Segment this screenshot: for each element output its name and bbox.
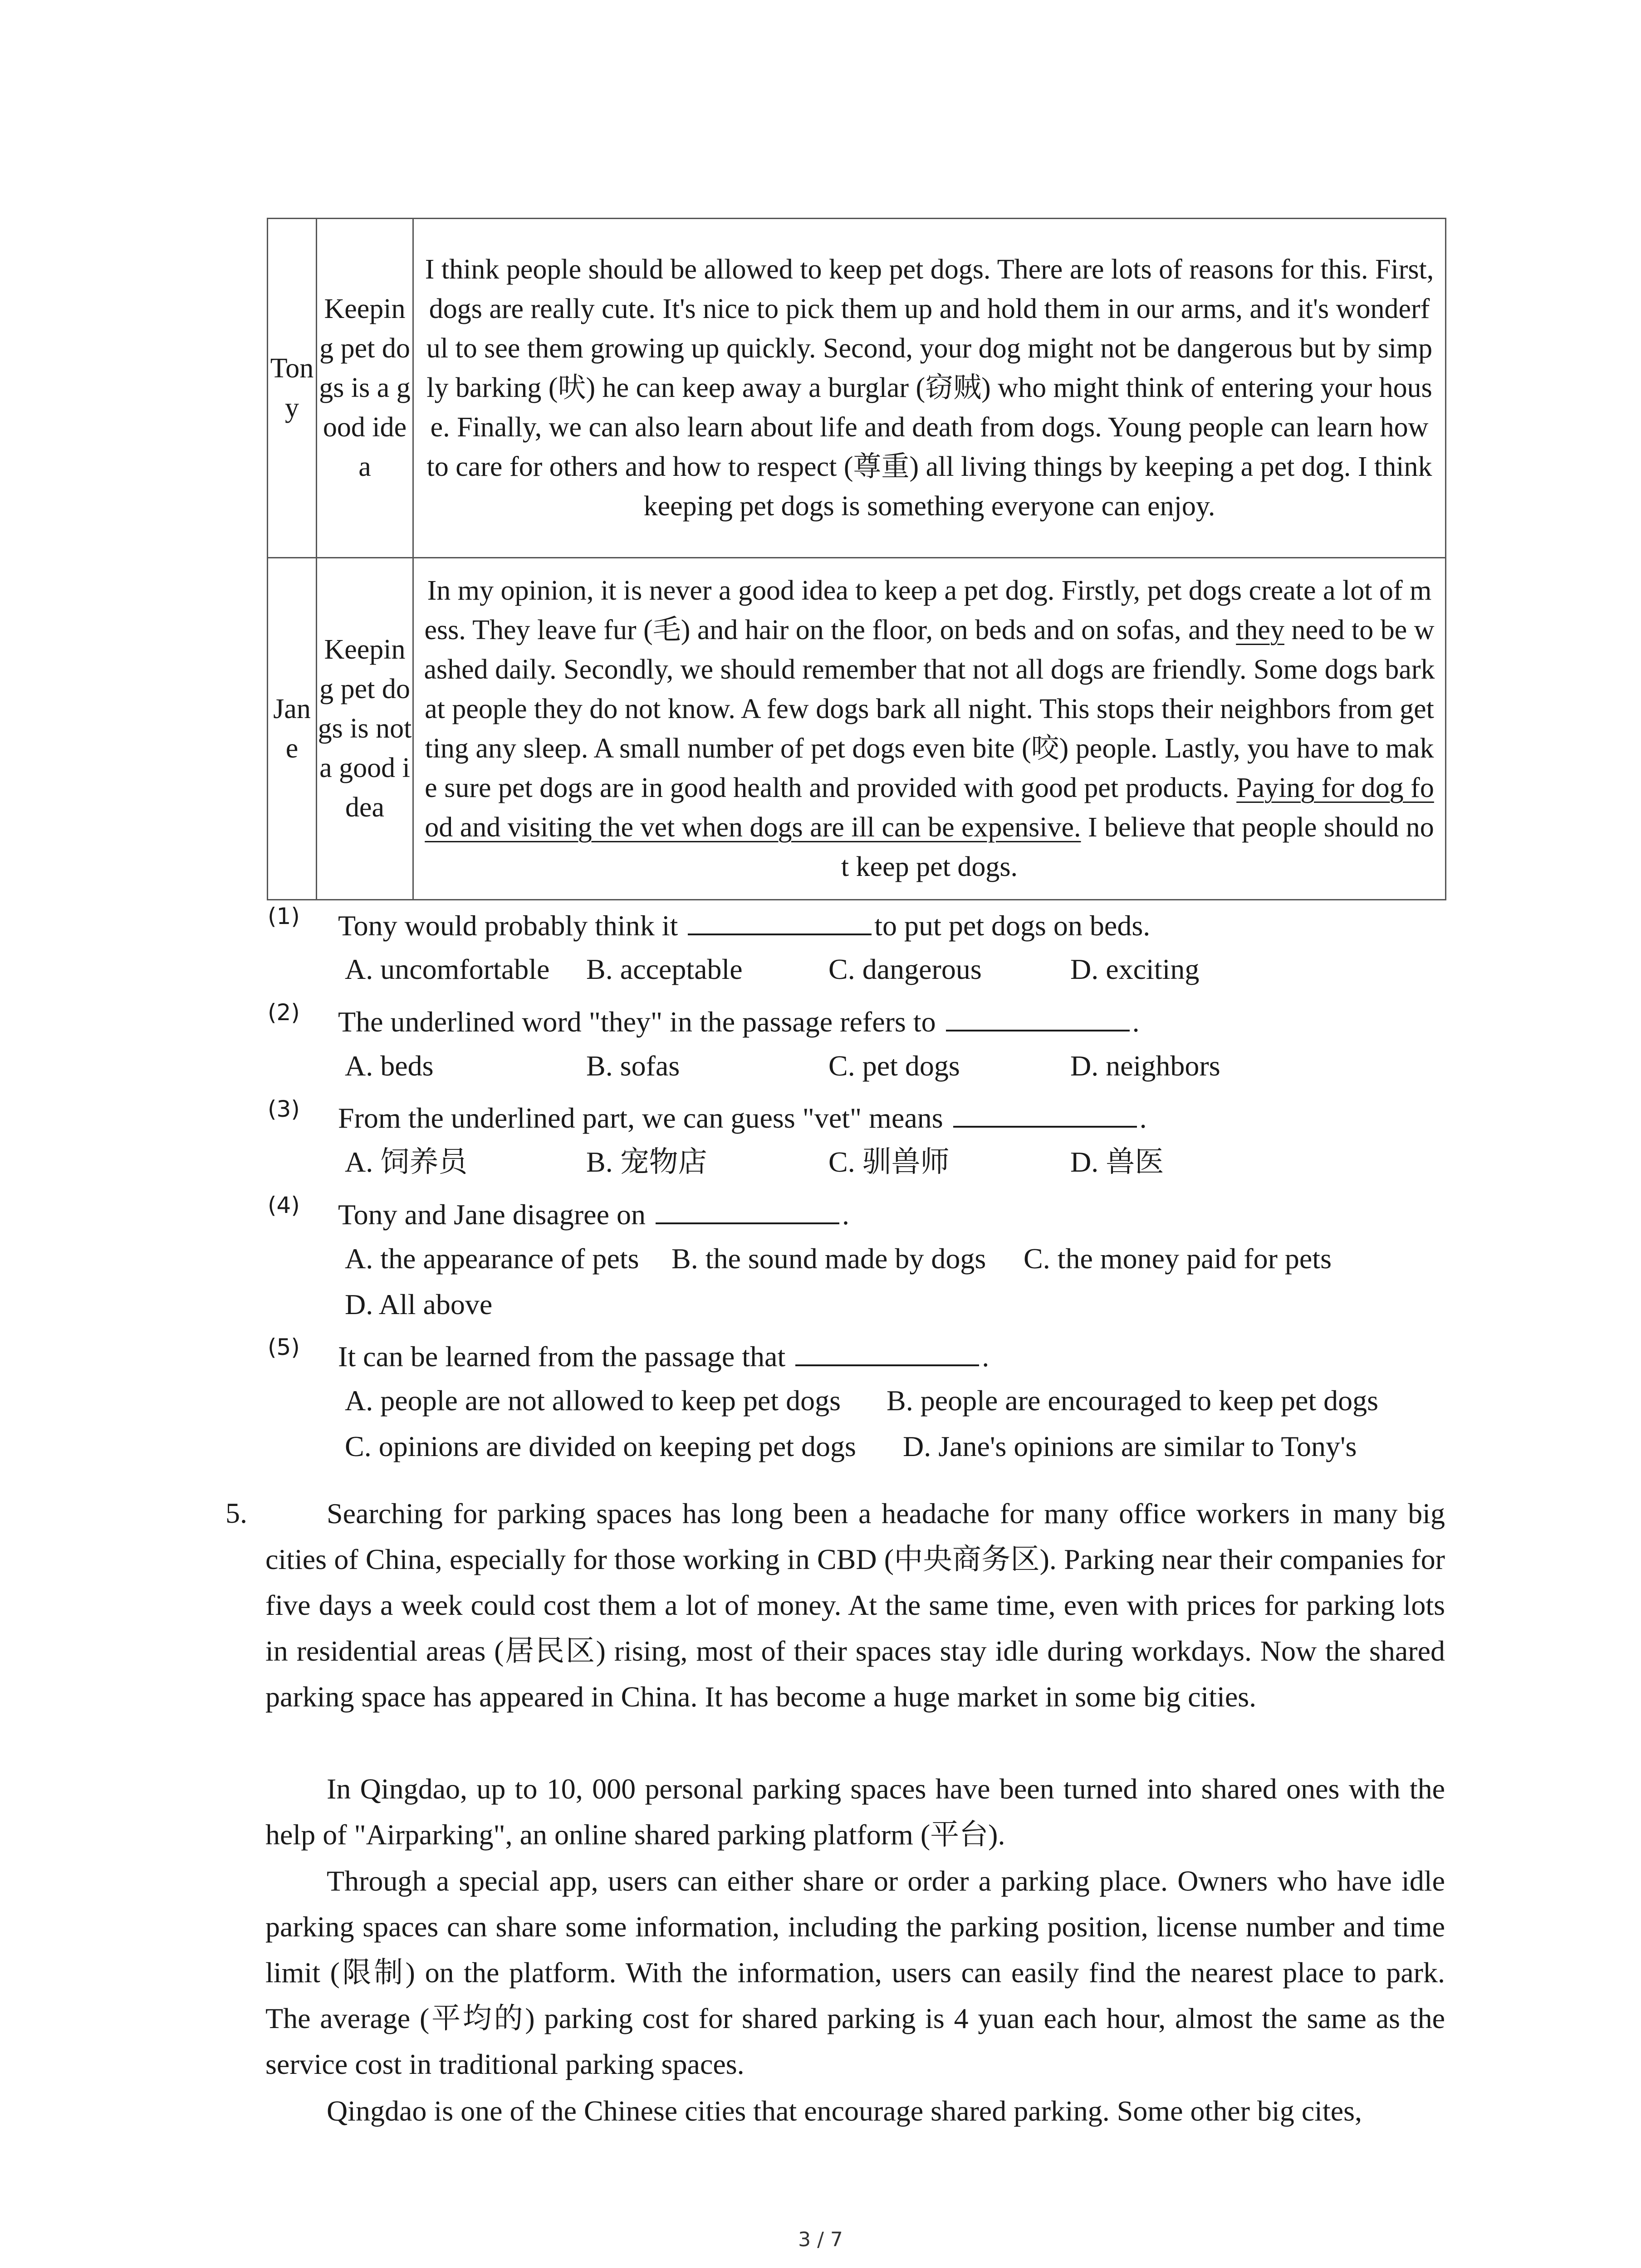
speaker-name: Jane (268, 558, 317, 900)
table-row (268, 558, 1446, 900)
underlined-sentence: Paying for dog food and visiting the vet when dogs are ill can be expensive. (425, 772, 1434, 843)
option-a: A. the appearance of pets (345, 1242, 639, 1275)
question-stem: Tony would probably think it to put pet dogs on beds. (338, 906, 1150, 944)
question-number: (5) (268, 1334, 300, 1360)
passage-paragraph: Qingdao is one of the Chinese cities that encourage shared parking. Some other big cites, (327, 2095, 1362, 2127)
option-c: C. pet dogs (828, 1050, 960, 1082)
speaker-name: Tony (268, 219, 317, 558)
passage-paragraph: Through a special app, users can either share or order a parking place. Owners who have idle parking spaces can share some information, including the parking position, license number and time limit (限制) on the platform. With the information, users can easily find the nearest place to park. The average (平均的) parking cost for shared parking is 4 yuan each hour, almost the same as the service cost in traditional parking spaces. (265, 1865, 1445, 2080)
option-c: C. opinions are divided on keeping pet dogs (345, 1430, 856, 1462)
question-number: (3) (268, 1096, 300, 1122)
question-number: (1) (268, 903, 300, 929)
opinion-text: In my opinion, it is never a good idea to keep a pet dog. Firstly, pet dogs create a lot of mess. They leave fur (毛) and hair on the floor, on beds and on sofas, and they need to be washed daily. Secondly, we should remember that not all dogs are friendly. Some dogs bark at people they do not know. A few dogs bark all night. This stops their neighbors from getting any sleep. A small number of pet dogs even bite (咬) people. Lastly, you have to make sure pet dogs are in good health and provided with good pet products. Paying for dog food and visiting the vet when dogs are ill can be expensive. I believe that people should not keep pet dogs. (413, 558, 1446, 900)
answer-blank (656, 1195, 839, 1224)
underlined-word-they: they (1236, 614, 1284, 645)
option-a: A. beds (345, 1050, 434, 1082)
option-d: D. Jane's opinions are similar to Tony's (903, 1430, 1357, 1462)
option-c: C. the money paid for pets (1024, 1242, 1332, 1275)
question-stem: The underlined word "they" in the passage refers to . (338, 1002, 1140, 1040)
question-number: (2) (268, 999, 300, 1026)
option-a: A. uncomfortable (345, 953, 550, 985)
passage-number: 5. (225, 1497, 247, 1529)
answer-blank (688, 906, 872, 935)
option-a: A. people are not allowed to keep pet dogs (345, 1384, 841, 1417)
option-d: D. neighbors (1070, 1050, 1220, 1082)
option-b: B. acceptable (586, 953, 743, 985)
option-c: C. 驯兽师 (828, 1146, 950, 1178)
option-a: A. 饲养员 (345, 1146, 468, 1178)
passage-paragraph: Searching for parking spaces has long been a headache for many office workers in many big cities of China, especially for those working in CBD (中央商务区). Parking near their companies for five days a week could cost them a lot of money. At the same time, even with prices for parking lots in residential areas (居民区) rising, most of their spaces stay idle during workdays. Now the shared parking space has appeared in China. It has become a huge market in some big cities. (265, 1497, 1445, 1713)
answer-blank (795, 1337, 979, 1366)
answer-blank (953, 1099, 1137, 1128)
option-b: B. sofas (586, 1050, 680, 1082)
opinion-text: I think people should be allowed to keep pet dogs. There are lots of reasons for this. First, dogs are really cute. It's nice to pick them up and hold them in our arms, and it's wonderful to see them growing up quickly. Second, your dog might not be dangerous but by simply barking (吠) he can keep away a burglar (窃贼) who might think of entering your house. Finally, we can also learn about life and death from dogs. Young people can learn how to care for others and how to respect (尊重) all living things by keeping a pet dog. I think keeping pet dogs is something everyone can enjoy. (413, 219, 1446, 558)
question-stem: From the underlined part, we can guess "vet" means . (338, 1099, 1147, 1136)
answer-blank (946, 1002, 1130, 1031)
question-stem: Tony and Jane disagree on . (338, 1195, 849, 1233)
option-b: B. people are encouraged to keep pet dogs (887, 1384, 1379, 1417)
option-b: B. 宠物店 (586, 1146, 707, 1178)
option-d: D. All above (345, 1288, 493, 1320)
option-d: D. 兽医 (1070, 1146, 1164, 1178)
table-row (268, 219, 1446, 558)
question-stem: It can be learned from the passage that . (338, 1337, 989, 1375)
opinion-table (267, 218, 1446, 900)
option-d: D. exciting (1070, 953, 1200, 985)
opinion-title: Keeping pet dogs is not a good idea (317, 558, 413, 900)
option-b: B. the sound made by dogs (671, 1242, 986, 1275)
question-number: (4) (268, 1192, 300, 1218)
opinion-title: Keeping pet dogs is a good idea (317, 219, 413, 558)
option-c: C. dangerous (828, 953, 982, 985)
passage-paragraph: In Qingdao, up to 10, 000 personal parking spaces have been turned into shared ones with the help of "Airparking", an online shared parking platform (平台). (265, 1773, 1445, 1851)
page-number: 3 / 7 (798, 2228, 843, 2251)
